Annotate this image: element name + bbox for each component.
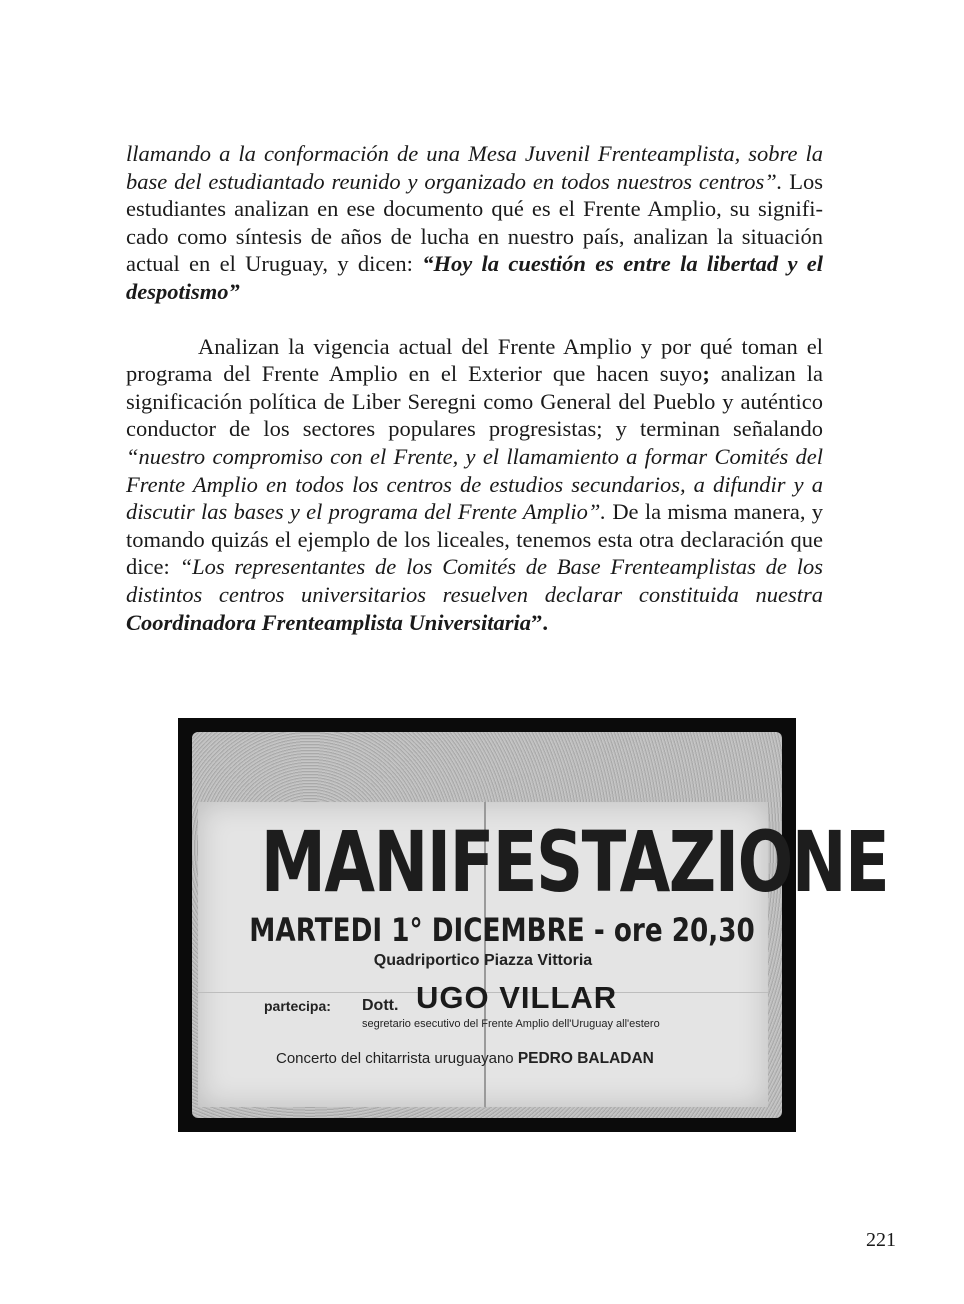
quote-representantes: “Los representantes de los Comités de Base Frenteamplistas de los distintos centros universitarios resuelven declarar constituida nuestra [126, 554, 823, 607]
paragraph-2 [126, 333, 823, 637]
quote-compromiso: “nuestro compromiso con el Frente, y el llamamiento a formar Comités del Frente Amplio en todos los centros de estudios secundarios, a difundir y a discutir las bases y el programa del Frente Amplio”. [126, 443, 823, 525]
poster-concert-text: Concerto del chitarrista uruguayano [276, 1050, 518, 1067]
poster-date: MARTEDI 1° DICEMBRE - ore 20,30 [249, 911, 755, 949]
poster-title: MANIFESTAZIONE [260, 813, 889, 911]
page-number: 221 [866, 1229, 896, 1251]
bold-semicolon: ; [702, 361, 710, 387]
text-liceales: De la misma manera, y tomando quizás el ejemplo de los liceales, tenemos esta otra declaración que dice: [126, 499, 823, 580]
poster-place: Quadriportico Piazza Vittoria [373, 952, 593, 969]
poster-honorific: Dott. [362, 997, 399, 1014]
poster-speaker-role: segretario esecutivo del Frente Amplio dell'Uruguay all'estero [362, 1018, 660, 1030]
poster-concert [276, 1050, 654, 1068]
paragraph-1 [126, 140, 823, 306]
poster-photograph [178, 718, 889, 1132]
text-seregni: analizan la significación política de Liber Seregni como General del Pueblo y auténtico conductor de los sectores populares progresistas; y terminan señalando [126, 361, 823, 442]
quote-mesa-juvenil: llamando a la conformación de una Mesa Juvenil Frenteamplista, sobre la base del estudiantado reunido y organizado en todos nuestros centros”. [126, 141, 823, 194]
quote-libertad-despotismo: “Hoy la cuestión es entre la libertad y el despotismo” [126, 251, 823, 304]
quote-coordinadora: Coordinadora Frenteamplista Universitaria [126, 609, 532, 635]
closing-quote: ”. [531, 609, 548, 635]
poster-speaker-name: UGO VILLAR [416, 980, 618, 1015]
body-text [126, 140, 823, 636]
poster-participates-label: partecipa: [264, 998, 331, 1014]
poster-performer: PEDRO BALADAN [517, 1050, 654, 1067]
poster [198, 802, 889, 1107]
text-vigencia: Analizan la vigencia actual del Frente Amplio y por qué toman el programa del Frente Amplio en el Exterior que hacen suyo [126, 333, 823, 387]
text-estudiantes: Los estudiantes analizan en ese documento qué es el Frente Amplio, su significado como síntesis de años de lucha en nuestro país, analizan la situación actual en el Uruguay, y dicen: [126, 168, 824, 277]
